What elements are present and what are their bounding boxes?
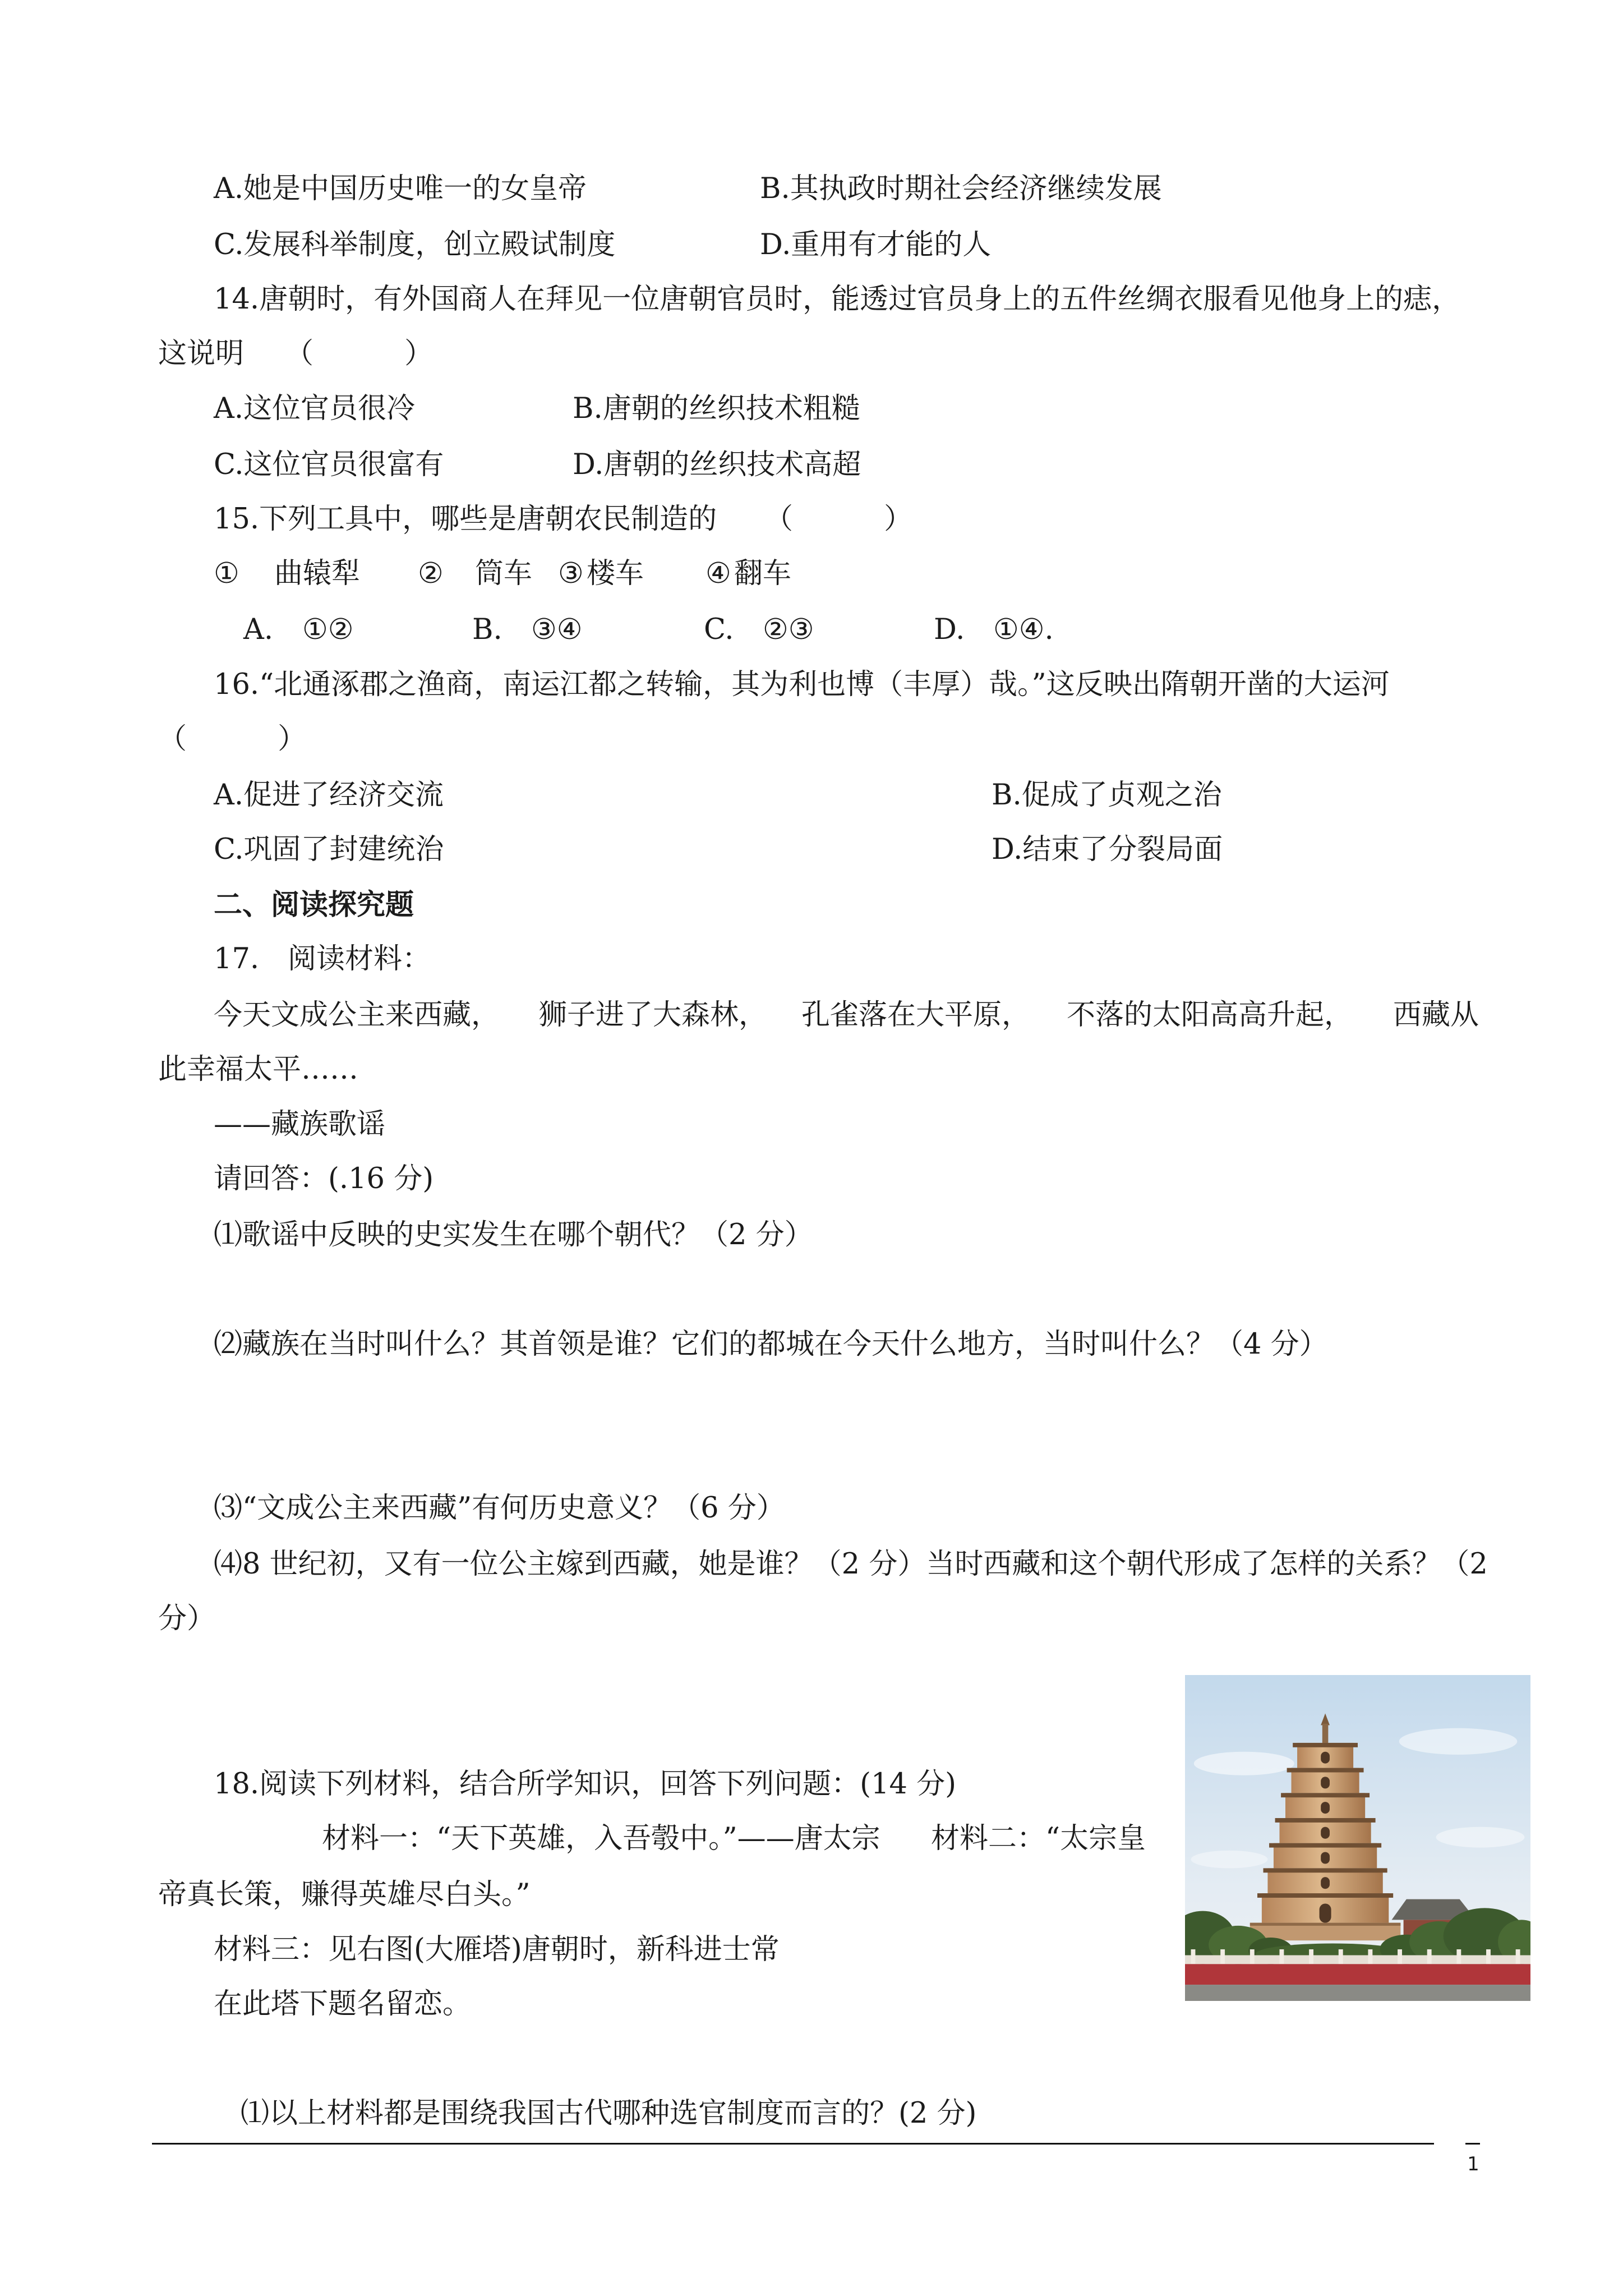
q15-option-value: ①④. xyxy=(993,613,1054,646)
q17-label: 17. xyxy=(214,942,260,976)
q15-option-value: ③④ xyxy=(531,613,583,646)
q18-material-3-line1: 材料三：见右图(大雁塔)唐朝时，新科进士常 xyxy=(214,1933,780,1966)
q14-option-c: C.这位官员很富有 xyxy=(214,448,444,481)
q18-material-1: 材料一：“天下英雄，入吾彀中。”——唐太宗 xyxy=(322,1822,880,1855)
q17-subquestion-3: ⑶“文成公主来西藏”有何历史意义？（6 分） xyxy=(214,1492,785,1525)
q15-tool-mark: ① xyxy=(214,557,239,590)
q18-material-2-line2: 帝真长策，赚得英雄尽白头。” xyxy=(158,1878,531,1911)
q15-tool-name: 楼车 xyxy=(587,557,644,590)
q16-stem-line1: 16.“北通涿郡之渔商，南运江都之转输，其为利也博（丰厚）哉。”这反映出隋朝开凿的大运河 xyxy=(214,668,1390,701)
q15-option-value: ①② xyxy=(302,613,354,646)
q14-option-d: D.唐朝的丝织技术高超 xyxy=(573,448,861,481)
q18-material-3-line2: 在此塔下题名留恋。 xyxy=(214,1987,472,2021)
q15-option-letter: C. xyxy=(704,613,734,646)
q15-option-letter: B. xyxy=(472,613,502,646)
q15-tool-mark: ③ xyxy=(558,557,584,590)
q15-option-value: ②③ xyxy=(763,613,814,646)
footer-page-marker xyxy=(1465,2143,1480,2145)
q15-tool-mark: ④ xyxy=(706,557,731,590)
q16-option-d: D.结束了分裂局面 xyxy=(992,833,1223,866)
q17-poem-phrase: 狮子进了大森林， xyxy=(538,999,768,1032)
q15-option-letter: A. xyxy=(243,613,274,646)
q13-option-b: B.其执政时期社会经济继续发展 xyxy=(760,172,1162,205)
q17-subquestion-2: ⑵藏族在当时叫什么？其首领是谁？它们的都城在今天什么地方，当时叫什么？（4 分） xyxy=(214,1328,1328,1361)
footer-divider xyxy=(152,2143,1434,2145)
q15-option-letter: D. xyxy=(934,613,965,646)
q14-stem-line1: 14.唐朝时，有外国商人在拜见一位唐朝官员时，能透过官员身上的五件丝绸衣服看见他身上的痣， xyxy=(214,283,1461,316)
q17-intro: 阅读材料： xyxy=(288,942,431,976)
q13-option-d: D.重用有才能的人 xyxy=(760,228,992,261)
q15-tool-mark: ② xyxy=(418,557,444,590)
q17-poem-phrase: 西藏从 xyxy=(1393,999,1479,1032)
q14-stem-line2: 这说明 xyxy=(158,337,245,370)
q13-option-c: C.发展科举制度，创立殿试制度 xyxy=(214,228,616,261)
q14-answer-blank: （ ） xyxy=(285,337,434,370)
q17-poem-phrase: 不落的太阳高高升起， xyxy=(1067,999,1353,1032)
q15-tool-name: 筒车 xyxy=(475,557,533,590)
q16-option-b: B.促成了贞观之治 xyxy=(992,779,1222,812)
q14-option-a: A.这位官员很冷 xyxy=(214,392,416,425)
q17-subquestion-1: ⑴歌谣中反映的史实发生在哪个朝代？（2 分） xyxy=(214,1218,813,1251)
q16-option-c: C.巩固了封建统治 xyxy=(214,833,444,866)
q15-tool-name: 翻车 xyxy=(734,557,792,590)
q17-subquestion-4-line2: 分） xyxy=(158,1602,216,1635)
q15-stem: 15.下列工具中，哪些是唐朝农民制造的 xyxy=(214,503,717,536)
page-number: 1 xyxy=(1467,2153,1479,2175)
q13-option-a: A.她是中国历史唯一的女皇帝 xyxy=(214,172,587,205)
giant-wild-goose-pagoda-photo xyxy=(1185,1675,1530,2001)
q17-poem-phrase: 今天文成公主来西藏， xyxy=(214,999,500,1032)
q15-tool-name: 曲辕犁 xyxy=(274,557,361,590)
q17-prompt: 请回答：(.16 分) xyxy=(214,1162,434,1195)
q15-answer-blank: （ ） xyxy=(764,503,913,536)
section-heading: 二、阅读探究题 xyxy=(214,888,414,922)
q16-answer-blank: （ ） xyxy=(158,723,307,756)
q17-poem-source: ——藏族歌谣 xyxy=(214,1108,386,1141)
q17-poem-line2: 此幸福太平…… xyxy=(158,1053,359,1086)
q17-poem-phrase: 孔雀落在大平原， xyxy=(801,999,1031,1032)
q14-option-b: B.唐朝的丝织技术粗糙 xyxy=(573,392,860,425)
q17-subquestion-4-line1: ⑷8 世纪初，又有一位公主嫁到西藏，她是谁？（2 分）当时西藏和这个朝代形成了怎样的关系？（2 xyxy=(214,1548,1488,1581)
q16-option-a: A.促进了经济交流 xyxy=(214,779,444,812)
q18-subquestion-1: ⑴以上材料都是围绕我国古代哪种选官制度而言的？(2 分) xyxy=(241,2097,977,2130)
q18-stem: 18.阅读下列材料，结合所学知识，回答下列问题：(14 分) xyxy=(214,1768,957,1801)
q18-material-2-line1: 材料二：“太宗皇 xyxy=(931,1822,1146,1855)
